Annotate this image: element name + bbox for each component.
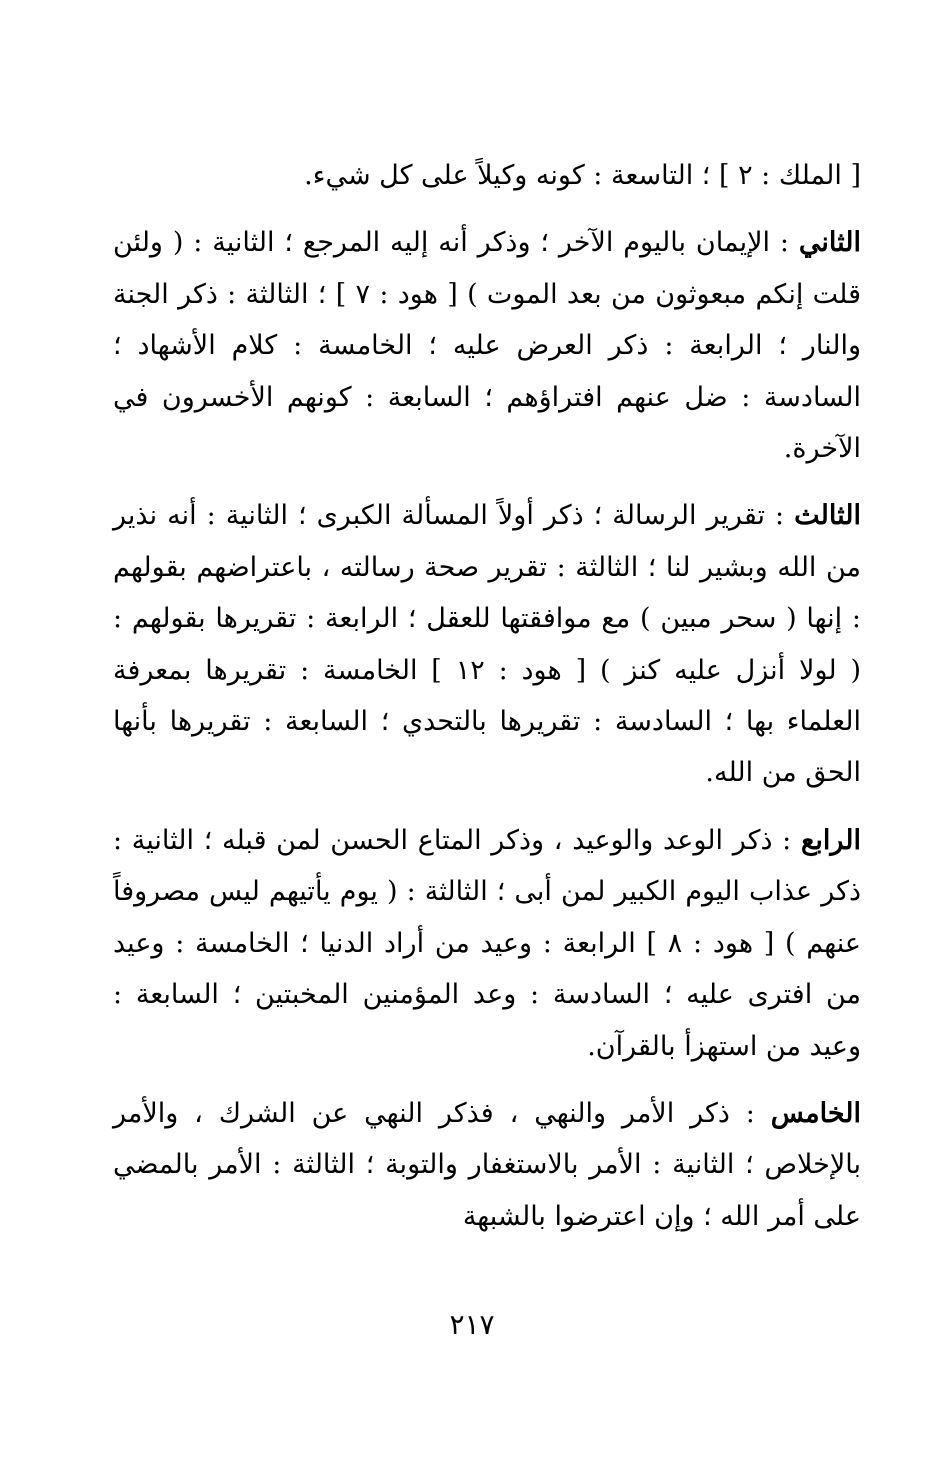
paragraph-body: : تقرير الرسالة ؛ ذكر أولاً المسألة الكبرى ؛ الثانية : أنه نذير من الله وبشير لنا ؛ الثالثة : تقرير صحة رسالته ، باعتراضهم بقولهم : إنها ( سحر مبين ) مع موافقتها للعقل ؛ الرابعة : تقريرها بقولهم : ( لولا أنزل عليه كنز ) [ هود : ١٢ ] الخامسة : تقريرها بمعرفة العلماء بها ؛ السادسة : تقريرها بالتحدي ؛ السابعة : تقريرها بأنها الحق من الله. (113, 500, 862, 789)
paragraph-heading: الثاني (798, 227, 861, 259)
page-number: ٢١٧ (449, 1308, 495, 1341)
paragraph-body: : ذكر الأمر والنهي ، فذكر النهي عن الشرك ، والأمر بالإخلاص ؛ الثانية : الأمر بالاستغفار والتوبة ؛ الثالثة : الأمر بالمضي على أمر الله ؛ وإن اعترضوا بالشبهة (113, 1097, 861, 1232)
paragraph-heading: الخامس (770, 1097, 861, 1129)
paragraph-heading: الثالث (794, 500, 861, 532)
paragraph-heading: الرابع (800, 824, 861, 856)
paragraph-body: : الإيمان باليوم الآخر ؛ وذكر أنه إليه المرجع ؛ الثانية : ( ولئن قلت إنكم مبعوثون من بعد الموت ) [ هود : ٧ ] ؛ الثالثة : ذكر الجنة والنار ؛ الرابعة : ذكر العرض عليه ؛ الخامسة : كلام الأشهاد ؛ السادسة : ضل عنهم افتراؤهم ؛ السابعة : كونهم الأخسرون في الآخرة. (113, 227, 861, 465)
paragraph-second (113, 217, 861, 474)
paragraph-fourth (113, 815, 861, 1072)
paragraph-fifth (113, 1088, 861, 1242)
paragraph-continuation (113, 150, 861, 201)
page-text (113, 150, 861, 1242)
paragraph-body: [ الملك : ٢ ] ؛ التاسعة : كونه وكيلاً على كل شيء. (304, 160, 861, 191)
paragraph-body: : ذكر الوعد والوعيد ، وذكر المتاع الحسن لمن قبله ؛ الثانية : ذكر عذاب اليوم الكبير لمن أبى ؛ الثالثة : ( يوم يأتيهم ليس مصروفاً عنهم ) [ هود : ٨ ] الرابعة : وعيد من أراد الدنيا ؛ الخامسة : وعيد من افترى عليه ؛ السادسة : وعد المؤمنين المخبتين ؛ السابعة : وعيد من استهزأ بالقرآن. (113, 824, 862, 1062)
paragraph-third (113, 490, 861, 798)
